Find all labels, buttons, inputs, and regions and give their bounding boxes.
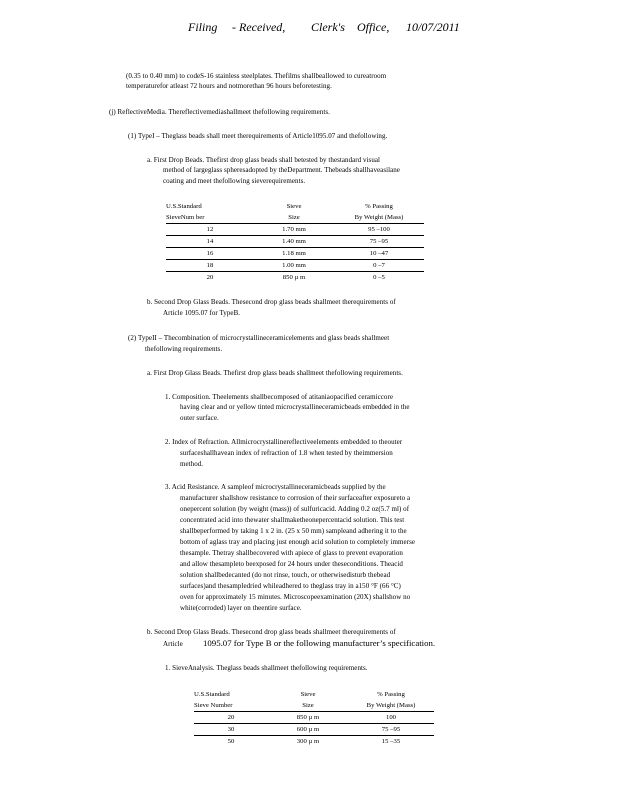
type-ii-heading: (2) TypeII – Thecombination of microcrystallineceramicelements and glass beads shallmeet [128,334,390,342]
header-office: Office, [357,20,390,34]
table-row [166,224,424,236]
cell-sieve-size: 1.18 mm [254,248,334,260]
text-line: white(corroded) layer on theentire surface. [180,604,302,612]
text-line: Article 1095.07 for TypeB. [163,309,241,317]
text-line: temperaturefor atleast 72 hours and notmorethan 96 hours beforetesting. [126,82,332,90]
section-j-heading: (j) ReflectiveMedia. Thereflectivemediashallmeet thefollowing requirements. [109,108,330,116]
col-header-size: Size [254,211,334,224]
text-line: surfaces)and thesampledried whileadhered to theglass tray in a150 °F (66 °C) [180,582,401,590]
cell-sieve-size: 300 µ m [268,736,348,748]
cell-passing: 95 –100 [334,224,424,236]
cell-sieve-size: 1.40 mm [254,236,334,248]
text-line: a. First Drop Glass Beads. Thefirst drop glass beads shallmeet thefollowing requirements. [147,369,403,377]
cell-sieve-number: 14 [166,236,254,248]
col-header-weight: By Weight (Mass) [334,211,424,224]
col-header-standard: U.S.Standard [166,203,202,210]
cell-sieve-size: 850 µ m [268,712,348,724]
text-line: manufacturer shallshow resistance to corrosion of their surfaceafter exposureto a [180,494,411,502]
cell-sieve-size: 1.00 mm [254,260,334,272]
text-line: oven for approximately 15 minutes. Microscopeexamination (20X) shallshow no [180,593,411,601]
text-line: thefollowing requirements. [145,345,223,353]
text-line: and allow thesampleto beexposed for 24 hours under theseconditions. Theacid [180,560,403,568]
cell-sieve-number: 16 [166,248,254,260]
col-header-passing: % Passing [377,691,405,698]
sieve-analysis-heading: 1. SieveAnalysis. Theglass beads shallmeet thefollowing requirements. [165,664,368,672]
col-header-sieve: Sieve [286,203,302,210]
text-line: onepercent solution (by weight (mass)) of sulfuricacid. Adding 0.2 oz(5.7 ml) of [180,505,410,513]
col-header-standard-sub: SieveNum ber [166,211,254,224]
cell-passing: 0 –5 [334,272,424,284]
text-line: 3. Acid Resistance. A sampleof microcrystallineceramicbeads supplied by the [165,483,386,491]
cell-sieve-number: 30 [194,724,268,736]
header-filing: Filing [188,20,218,34]
col-header-standard: U.S.Standard [194,691,230,698]
text-line: b. Second Drop Glass Beads. Thesecond drop glass beads shallmeet therequirements of [147,628,396,636]
cell-sieve-size: 850 µ m [254,272,334,284]
cell-passing: 15 –35 [348,736,434,748]
text-line: surfaceshallhavean index of refraction of 1.8 when tested by theimmersion [180,449,393,457]
cell-passing: 100 [348,712,434,724]
text-line: b. Second Drop Glass Beads. Thesecond drop glass beads shallmeet therequirements of [147,298,396,306]
table-row [194,712,434,724]
text-line: shallbeperformed by taking 1 x 2 in. (25 x 50 mm) sampleand adhering it to the [180,527,407,535]
cell-sieve-size: 600 µ m [268,724,348,736]
cell-passing: 75 –95 [348,724,434,736]
text-line: having clear and or yellow tinted microcrystallineceramicbeads embedded in the [180,403,410,411]
table-row [166,272,424,284]
cell-passing: 0 –7 [334,260,424,272]
text-line: coating and meet thefollowing sieverequirements. [163,177,306,185]
cell-passing: 10 –47 [334,248,424,260]
table-row [166,236,424,248]
cell-sieve-number: 20 [166,272,254,284]
table-row [194,724,434,736]
text-line: (0.35 to 0.40 mm) to codeS-16 stainless steelplates. Thefilms shallbeallowed to cureatroom [126,72,387,80]
sieve-table-type-ii [194,688,434,747]
text-line: solution shallbedecanted (do not rinse, touch, or otherwisedisturb thebead [180,571,391,579]
table-row [194,736,434,748]
cell-sieve-number: 12 [166,224,254,236]
header-date: 10/07/2011 [406,20,460,34]
text-line: 1095.07 for Type B or the following manufacturer’s specification. [203,638,436,648]
text-line: Article [163,640,183,648]
col-header-standard-sub: Sieve Number [194,699,268,712]
type-i-heading: (1) TypeI – Theglass beads shall meet therequirements of Article1095.07 and thefollowing. [128,132,388,140]
text-line: 2. Index of Refraction. Allmicrocrystallinereflectiveelements embedded to theouter [165,438,403,446]
sieve-table-type-i [166,200,424,283]
col-header-size: Size [268,699,348,712]
text-line: bottom of aglass tray and placing just enough acid solution to completely immerse [180,538,416,546]
text-line: 1. Composition. Theelements shallbecomposed of atitaniaopacified ceramiccore [165,393,393,401]
cell-sieve-number: 20 [194,712,268,724]
cell-passing: 75 –95 [334,236,424,248]
table-row [166,260,424,272]
col-header-passing: % Passing [365,203,393,210]
header-clerks: Clerk's [311,20,345,34]
text-line: thesample. Thetray shallbecovered with apiece of glass to prevent evaporation [180,549,403,557]
cell-sieve-number: 50 [194,736,268,748]
text-line: method. [180,460,204,468]
header-received: - Received, [232,20,286,34]
text-line: a. First Drop Beads. Thefirst drop glass beads shall betested by thestandard visual [147,156,381,164]
cell-sieve-number: 18 [166,260,254,272]
cell-sieve-size: 1.70 mm [254,224,334,236]
text-line: concentrated acid into thewater shallmaketheonepercentacid solution. This test [180,516,405,524]
text-line: outer surface. [180,414,219,422]
text-line: method of largeglass spheresadopted by theDepartment. Thebeads shallhaveasilane [163,166,400,174]
col-header-sieve: Sieve [300,691,316,698]
col-header-weight: By Weight (Mass) [348,699,434,712]
table-row [166,248,424,260]
